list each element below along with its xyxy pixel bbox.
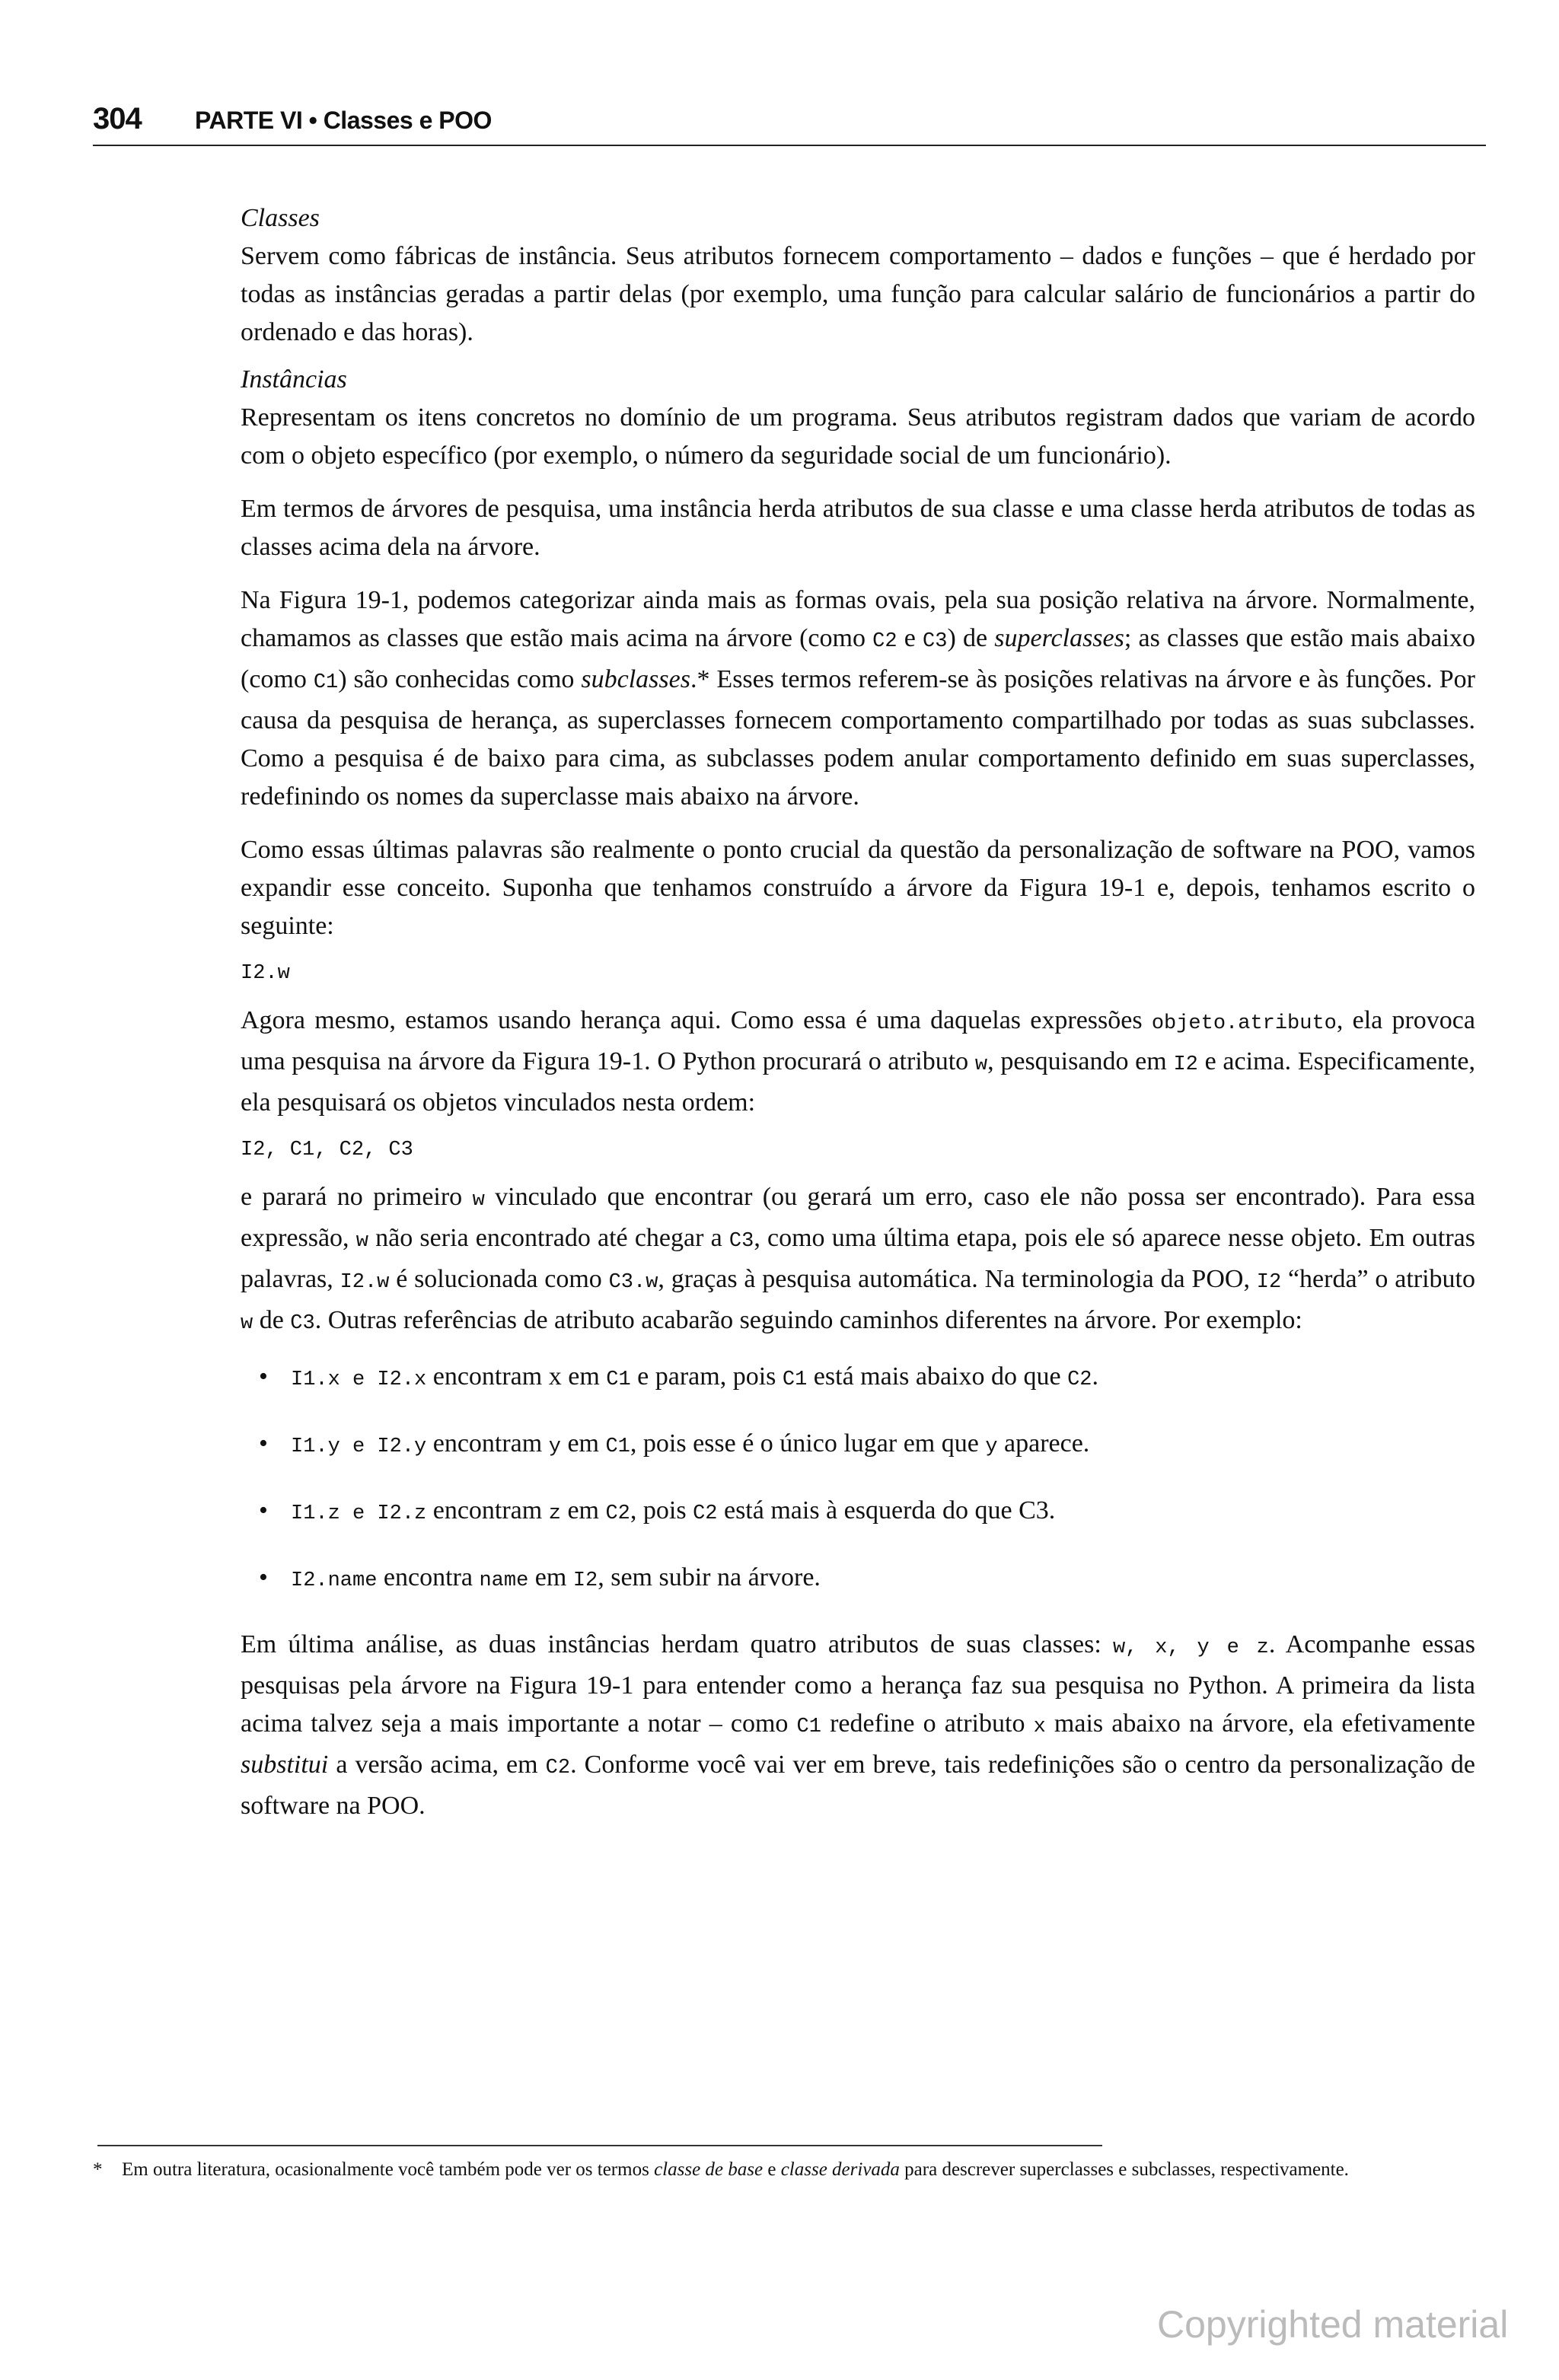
header-rule [93, 145, 1486, 146]
paragraph-4: Agora mesmo, estamos usando herança aqui. Como essa é uma daquelas expressões objeto.atributo, ela provoca uma pesquisa na árvore da Figura 19-1. O Python procurará o atributo w, pesquisando em I2 e acima. Especificamente, ela pesquisará os objetos vinculados nesta ordem: [241, 1006, 1475, 1117]
paragraph-3: Como essas últimas palavras são realmente o ponto crucial da questão da personalização de software na POO, vamos expandir esse conceito. Suponha que tenhamos construído a árvore da Figura 19-1 e, depois, tenhamos escrito o seguinte: [241, 836, 1475, 940]
code-snippet-1: I2.w [241, 962, 290, 985]
definition-text-instancias: Representam os itens concretos no domínio de um programa. Seus atributos registram dados que variam de acordo com o objeto específico (por exemplo, o número da seguridade social de um funcionário). [241, 403, 1475, 470]
footnote-rule [97, 2145, 1102, 2146]
bullet-list [241, 1358, 1475, 1600]
definition-text-classes: Servem como fábricas de instância. Seus atributos fornecem comportamento – dados e funções – que é herdado por todas as instâncias geradas a partir delas (por exemplo, uma função para calcular salário de funcionários a partir do ordenado e das horas). [241, 242, 1475, 346]
paragraph-5: e parará no primeiro w vinculado que encontrar (ou gerará um erro, caso ele não possa ser encontrado). Para essa expressão, w não seria encontrado até chegar a C3, como uma última etapa, pois ele só aparece nesse objeto. Em outras palavras, I2.w é solucionada como C3.w, graças à pesquisa automática. Na terminologia da POO, I2 “herda” o atributo w de C3. Outras referências de atributo acabarão seguindo caminhos diferentes na árvore. Por exemplo: [241, 1183, 1475, 1335]
running-title: PARTE VI • Classes e POO [195, 107, 492, 134]
copyright-watermark: Copyrighted material [1157, 2303, 1509, 2346]
running-header [93, 102, 1486, 148]
paragraph-1: Em termos de árvores de pesquisa, uma instância herda atributos de sua classe e uma classe herda atributos de todas as classes acima dela na árvore. [241, 495, 1475, 561]
list-item: • I1.y e I2.y encontram y em C1, pois esse é o único lugar em que y aparece. [259, 1429, 1090, 1458]
list-item: • I1.x e I2.x encontram x em C1 e param, pois C1 está mais abaixo do que C2. [259, 1362, 1098, 1391]
list-item: • I1.z e I2.z encontram z em C2, pois C2 está mais à esquerda do que C3. [259, 1496, 1056, 1525]
definition-term-instancias: Instâncias [241, 365, 347, 393]
definition-term-classes: Classes [241, 204, 320, 232]
paragraph-2: Na Figura 19-1, podemos categorizar ainda mais as formas ovais, pela sua posição relativa na árvore. Normalmente, chamamos as classes que estão mais acima na árvore (como C2 e C3) de superclasses; as classes que estão mais abaixo (como C1) são conhecidas como subclasses.* Esses termos referem-se às posições relativas na árvore e às funções. Por causa da pesquisa de herança, as superclasses fornecem comportamento compartilhado por todas as suas subclasses. Como a pesquisa é de baixo para cima, as subclasses podem anular comportamento definido em suas superclasses, redefinindo os nomes da superclasse mais abaixo na árvore. [241, 586, 1475, 811]
paragraph-6: Em última análise, as duas instâncias herdam quatro atributos de suas classes: w, x, y e z. Acompanhe essas pesquisas pela árvore na Figura 19-1 para entender como a herança faz sua pesquisa no Python. A primeira da lista acima talvez seja a mais importante a notar – como C1 redefine o atributo x mais abaixo na árvore, ela efetivamente substitui a versão acima, em C2. Conforme você vai ver em breve, tais redefinições são o centro da personalização de software na POO. [241, 1630, 1475, 1820]
page-number: 304 [93, 102, 142, 135]
body-text [241, 199, 1475, 1825]
footnote-marker: * [93, 2159, 103, 2180]
list-item: • I2.name encontra name em I2, sem subir na árvore. [259, 1563, 821, 1592]
code-snippet-2: I2, C1, C2, C3 [241, 1139, 413, 1161]
footnote: * Em outra literatura, ocasionalmente você também pode ver os termos classe de base e classe derivada para descrever superclasses e subclasses, respectivamente. [122, 2155, 1484, 2184]
